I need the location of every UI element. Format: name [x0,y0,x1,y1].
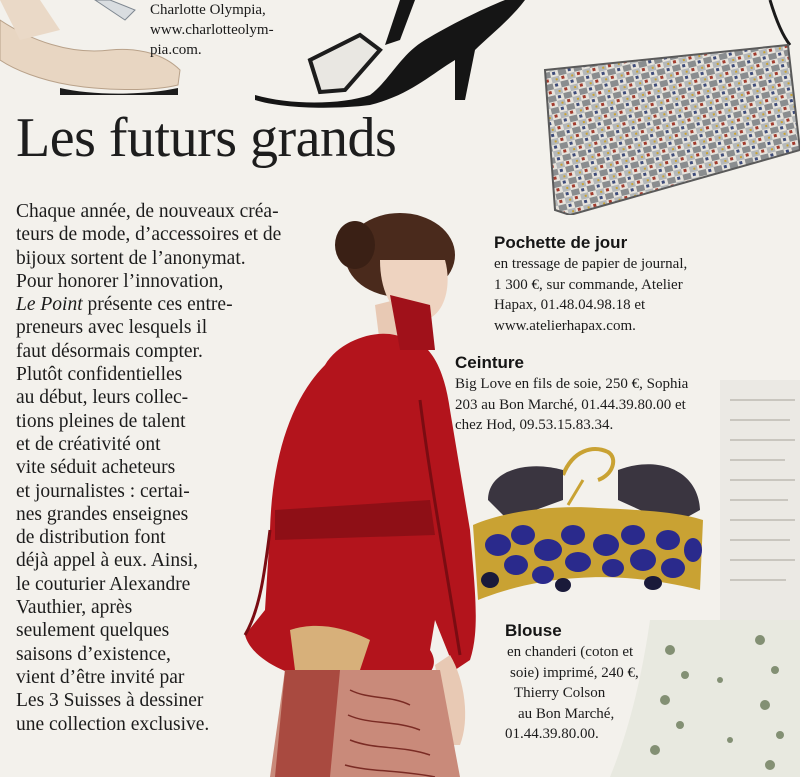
intro-line: de distribution font [16,527,166,549]
intro-line: Vauthier, après [16,597,133,619]
intro-line: faut désormais compter. [16,340,203,362]
product-line: 01.44.39.80.00. [505,726,599,742]
intro-line: Pour honorer l’innovation, [16,270,224,292]
intro-line-rest: présente ces entre- [82,294,233,316]
product-line: soie) imprimé, 240 €, [510,664,639,681]
blue-gold-belt-image [468,440,708,615]
product-line: Hapax, 01.48.04.98.18 et [494,297,646,313]
intro-line: teurs de mode, d’accessoires et de [16,224,282,246]
intro-line: et journalistes : certai- [16,480,190,502]
intro-paragraph [16,200,281,736]
product-line: en tressage de papier de journal, [494,256,688,272]
credit-line: Charlotte Olympia, [150,2,266,18]
intro-line: preneurs avec lesquels il [16,317,208,339]
intro-line: au début, leurs collec- [16,387,189,409]
intro-line: bijoux sortent de l’anonymat. [16,247,246,269]
product-title: Pochette de jour [494,233,628,252]
credit-line: www.charlotteolym- [150,22,274,38]
intro-line: déjà appel à eux. Ainsi, [16,550,198,572]
intro-line: et de créativité ont [16,433,161,455]
background-page-edge [700,380,800,620]
intro-line: nes grandes enseignes [16,503,189,525]
intro-line: le couturier Alexandre [16,573,191,595]
product-line: 203 au Bon Marché, 01.44.39.80.00 et [455,396,686,413]
product-line: en chanderi (coton et [507,644,634,660]
article-headline: Les futurs grands [16,107,397,169]
product-title: Blouse [505,621,562,640]
product-line: 1 300 €, sur commande, Atelier [494,276,683,293]
intro-line [16,293,281,316]
intro-line: Plutôt confidentielles [16,364,183,386]
publication-name: Le Point [16,294,83,316]
intro-line: saisons d’existence, [16,643,171,665]
intro-line: tions pleines de talent [16,410,186,432]
credit-line: pia.com. [150,42,202,58]
product-line: au Bon Marché, [518,705,615,722]
product-caption-blouse [505,620,639,745]
product-caption-pochette [494,232,687,336]
intro-line: Les 3 Suisses à dessiner [16,690,204,712]
intro-line: vite séduit acheteurs [16,457,176,479]
intro-line: une collection exclusive. [16,713,210,735]
newspaper-clutch-image [540,0,800,215]
intro-line: seulement quelques [16,620,170,642]
photo-credit [150,0,290,60]
product-title: Ceinture [455,353,524,372]
product-line: Big Love en fils de soie, 250 €, Sophia [455,376,689,392]
product-line: Thierry Colson [514,685,606,701]
product-line: chez Hod, 09.53.15.83.34. [455,417,614,433]
intro-line: Chaque année, de nouveaux créa- [16,201,279,222]
product-line: www.atelierhapax.com. [494,317,636,334]
intro-line: vient d’être invité par [16,666,185,688]
product-caption-ceinture [455,352,688,436]
black-heel-sandal-image [250,0,530,110]
